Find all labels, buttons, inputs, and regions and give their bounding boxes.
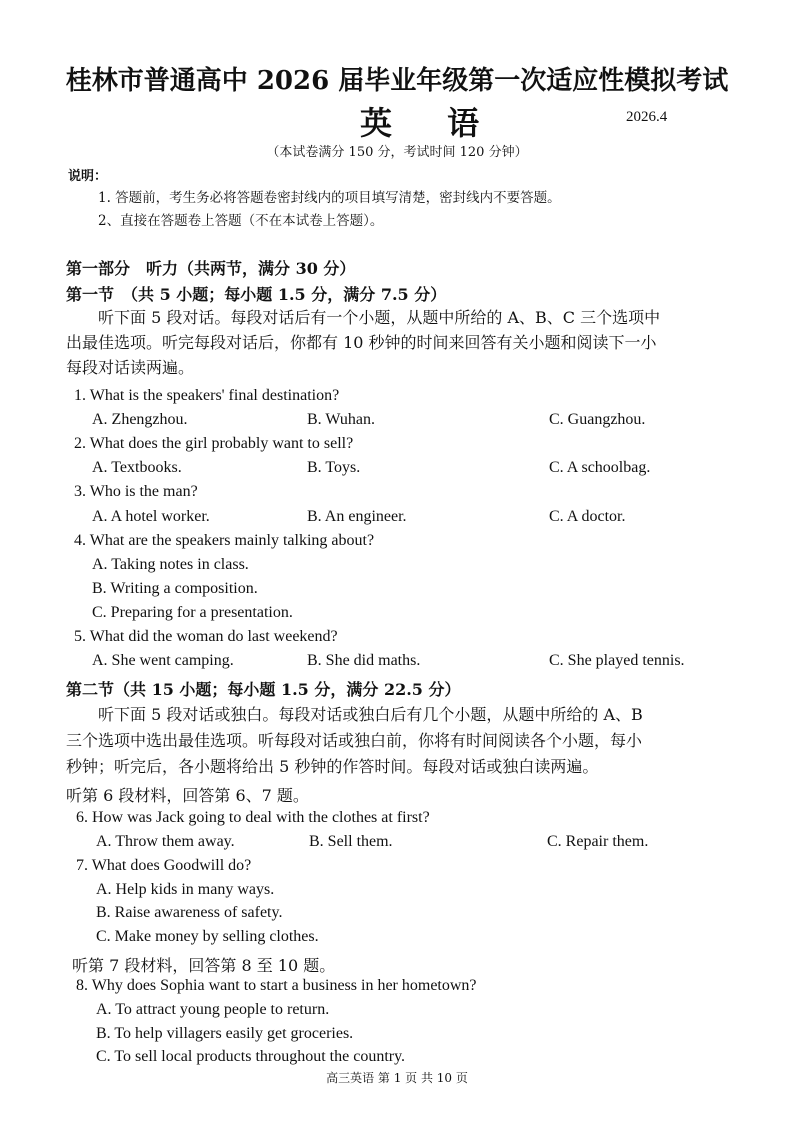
note-item: 1. 答题前，考生务必将答题卷密封线内的项目填写清楚，密封线内不要答题。 [98, 190, 561, 206]
note-item: 2、直接在答题卷上答题（不在本试卷上答题）。 [98, 213, 384, 229]
exam-info: （本试卷满分 150 分，考试时间 120 分钟） [266, 145, 528, 160]
material-6-label: 听第 6 段材料，回答第 6、7 题。 [66, 786, 309, 805]
notes-label: 说明： [68, 169, 108, 184]
question: 5. What did the woman do last weekend? [74, 628, 338, 645]
question: 1. What is the speakers' final destination? [74, 387, 340, 404]
option-b: B. She did maths. [307, 652, 421, 669]
subject-title: 英 语 [360, 104, 502, 142]
option-a: A. Throw them away. [96, 833, 235, 850]
section2-instruction: 听下面 5 段对话或独白。每段对话或独白后有几个小题，从题中所给的 A、B [66, 705, 643, 724]
option-b: B. To help villagers easily get groceries. [96, 1025, 354, 1042]
page-footer: 高三英语 第 1 页 共 10 页 [326, 1071, 468, 1085]
section1-title: 第一节 （共 5 小题；每小题 1.5 分，满分 7.5 分） [66, 285, 447, 304]
question: 8. Why does Sophia want to start a business in her hometown? [76, 977, 477, 994]
option-b: B. Writing a composition. [92, 580, 258, 597]
section1-instruction: 听下面 5 段对话。每段对话后有一个小题，从题中所给的 A、B、C 三个选项中 [66, 308, 661, 327]
option-a: A. She went camping. [92, 652, 234, 669]
option-c: C. Preparing for a presentation. [92, 604, 293, 621]
option-a: A. A hotel worker. [92, 508, 210, 525]
question: 4. What are the speakers mainly talking about? [74, 532, 375, 549]
option-c: C. Guangzhou. [549, 411, 646, 428]
exam-title: 桂林市普通高中 2026 届毕业年级第一次适应性模拟考试 [65, 66, 729, 96]
option-b: B. Raise awareness of safety. [96, 904, 283, 921]
option-a: A. Textbooks. [92, 459, 182, 476]
section1-instruction: 每段对话读两遍。 [66, 358, 195, 377]
option-c: C. A schoolbag. [549, 459, 651, 476]
exam-date: 2026.4 [626, 109, 668, 125]
option-c: C. Repair them. [547, 833, 649, 850]
option-a: A. Taking notes in class. [92, 556, 249, 573]
part1-title: 第一部分 听力（共两节，满分 30 分） [66, 259, 356, 278]
option-b: B. Wuhan. [307, 411, 375, 428]
option-b: B. Toys. [307, 459, 361, 476]
option-c: C. She played tennis. [549, 652, 685, 669]
question: 2. What does the girl probably want to sell? [74, 435, 354, 452]
question: 3. Who is the man? [74, 483, 198, 500]
option-c: C. A doctor. [549, 508, 626, 525]
option-a: A. Help kids in many ways. [96, 881, 275, 898]
question: 7. What does Goodwill do? [76, 857, 252, 874]
material-7-label: 听第 7 段材料，回答第 8 至 10 题。 [72, 956, 336, 975]
section1-instruction: 出最佳选项。听完每段对话后，你都有 10 秒钟的时间来回答有关小题和阅读下一小 [66, 333, 657, 352]
section2-title: 第二节（共 15 小题；每小题 1.5 分，满分 22.5 分） [66, 680, 461, 699]
option-b: B. An engineer. [307, 508, 407, 525]
option-b: B. Sell them. [309, 833, 393, 850]
option-c: C. Make money by selling clothes. [96, 928, 319, 945]
section2-instruction: 秒钟；听完后，各小题将给出 5 秒钟的作答时间。每段对话或独白读两遍。 [66, 757, 599, 776]
option-a: A. Zhengzhou. [92, 411, 188, 428]
section2-instruction: 三个选项中选出最佳选项。听每段对话或独白前，你将有时间阅读各个小题，每小 [66, 731, 643, 750]
option-a: A. To attract young people to return. [96, 1001, 330, 1018]
option-c: C. To sell local products throughout the country. [96, 1048, 406, 1065]
question: 6. How was Jack going to deal with the clothes at first? [76, 809, 430, 826]
